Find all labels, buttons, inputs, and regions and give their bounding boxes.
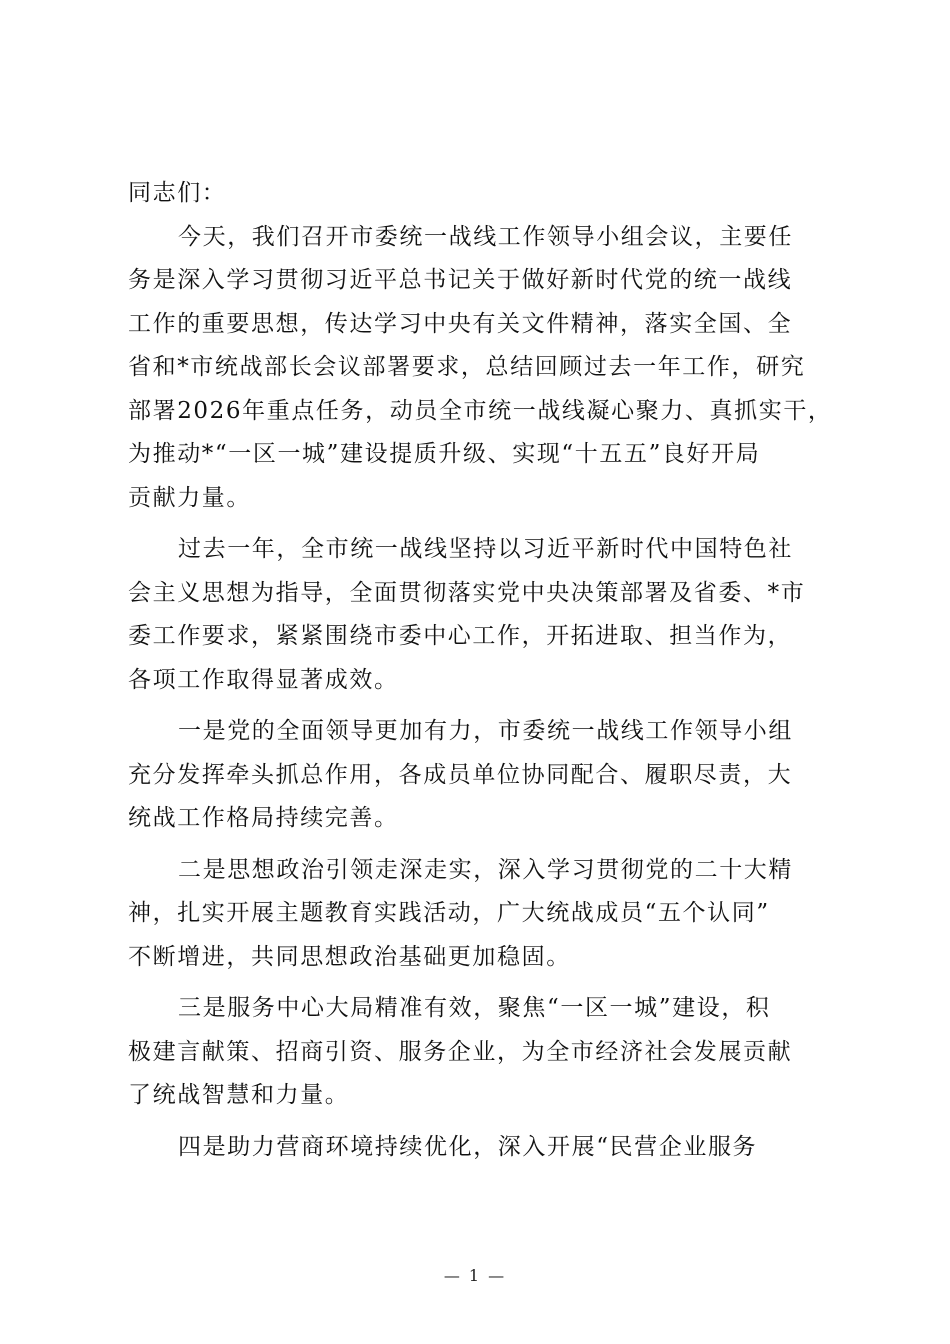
text-line: 会主义思想为指导，全面贯彻落实党中央决策部署及省委、*市	[128, 579, 806, 606]
text-line: 委工作要求，紧紧围绕市委中心工作，开拓进取、担当作为，	[128, 623, 793, 649]
text-line: 神，扎实开展主题教育实践活动，广大统战成员“五个认同”	[128, 900, 770, 926]
text-line: 过去一年，全市统一战线坚持以习近平新时代中国特色社	[178, 536, 793, 562]
text-line: 不断增进，共同思想政治基础更加稳固。	[128, 943, 571, 970]
page-number: — 1 —	[443, 1266, 507, 1285]
paragraph-opening	[128, 216, 833, 521]
text-line: 贡献力量。	[128, 484, 251, 511]
text-line: 为推动*“一区一城”建设提质升级、实现“十五五”良好开局	[128, 441, 761, 467]
text-line: 充分发挥牵头抓总作用，各成员单位协同配合、履职尽责，大	[128, 761, 793, 788]
paragraph-point-two	[128, 849, 828, 980]
paragraph-review	[128, 528, 828, 702]
text-line: 省和*市统战部长会议部署要求，总结回顾过去一年工作，研究	[128, 354, 806, 380]
text-line: 一是党的全面领导更加有力，市委统一战线工作领导小组	[178, 718, 793, 744]
text-line: 务是深入学习贯彻习近平总书记关于做好新时代党的统一战线	[128, 267, 793, 293]
text-line: 工作的重要思想，传达学习中央有关文件精神，落实全国、全	[128, 310, 793, 337]
text-line: 极建言献策、招商引资、服务企业，为全市经济社会发展贡献	[128, 1038, 793, 1065]
paragraph-point-three	[128, 987, 828, 1118]
salutation: 同志们：	[128, 180, 227, 206]
text-line: 部署2026年重点任务，动员全市统一战线凝心聚力、真抓实干，	[128, 397, 833, 424]
document-body	[128, 172, 833, 1169]
text-line: 了统战智慧和力量。	[128, 1082, 350, 1108]
text-line: 二是思想政治引领走深走实，深入学习贯彻党的二十大精	[178, 856, 793, 883]
text-line: 四是助力营商环境持续优化，深入开展“民营企业服务	[178, 1133, 758, 1160]
text-line: 今天，我们召开市委统一战线工作领导小组会议，主要任	[178, 223, 793, 250]
text-line: 各项工作取得显著成效。	[128, 666, 399, 693]
paragraph-point-four	[128, 1126, 828, 1170]
text-line: 统战工作格局持续完善。	[128, 805, 399, 831]
text-line: 三是服务中心大局精准有效，聚焦“一区一城”建设，积	[178, 995, 771, 1021]
paragraph-point-one	[128, 710, 828, 841]
